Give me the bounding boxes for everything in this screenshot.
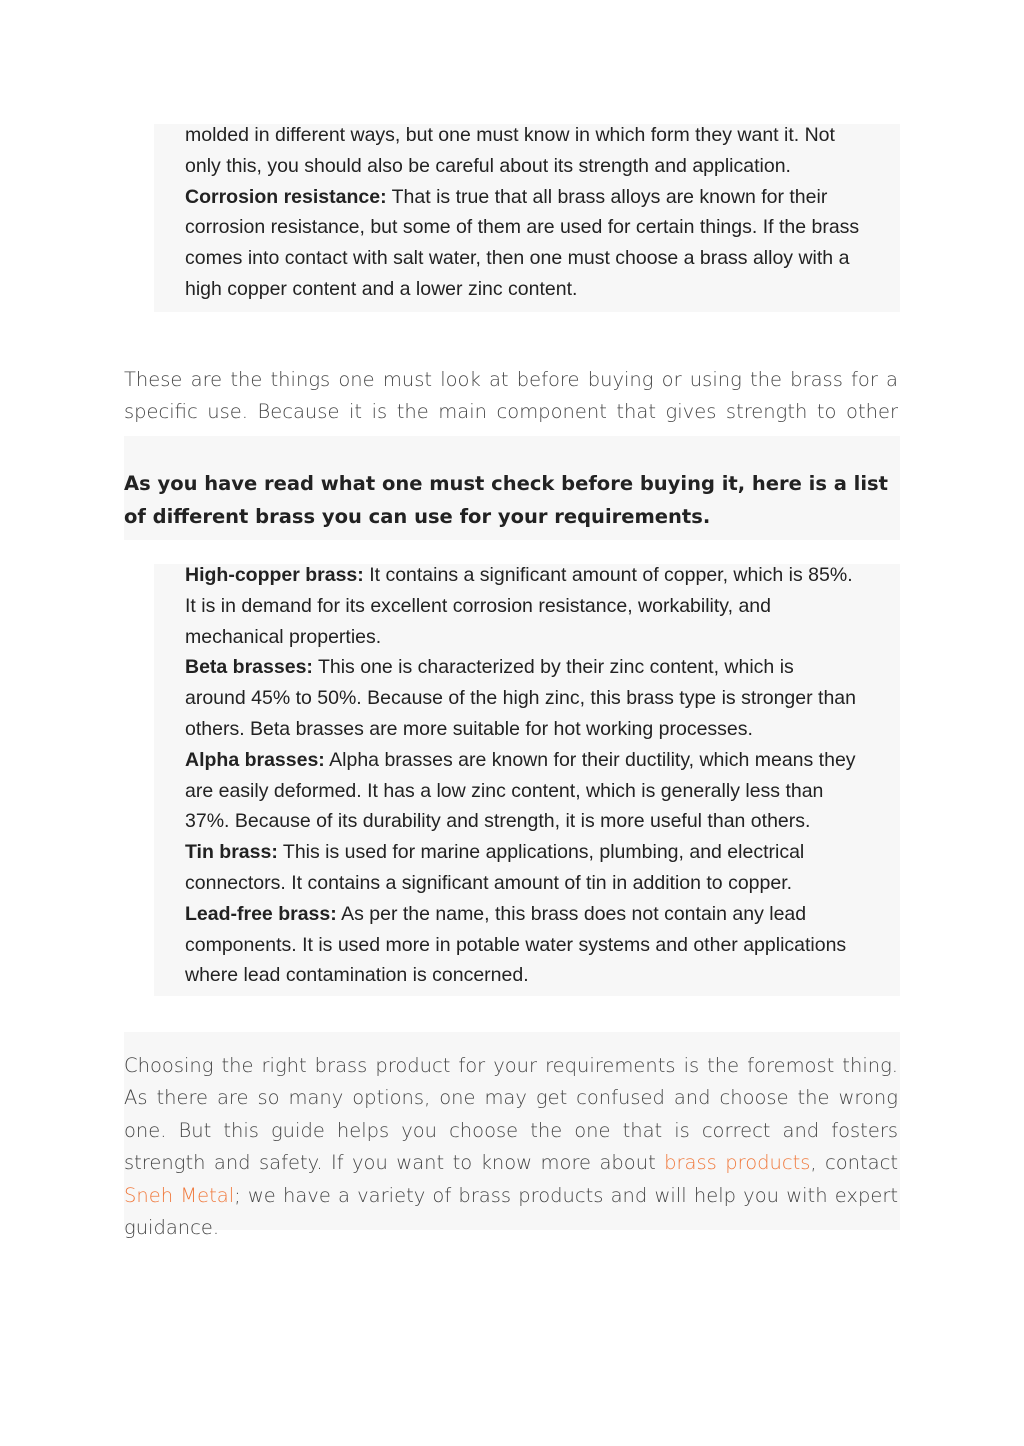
- text-line: components. It is used more in potable water systems and other applications: [185, 933, 847, 956]
- beta-label: Beta brasses:: [185, 656, 313, 679]
- sneh-metal-link[interactable]: Sneh Metal: [124, 1183, 235, 1207]
- text-line: corrosion resistance, but some of them are used for certain things. If the brass: [185, 216, 860, 239]
- text-line: comes into contact with salt water, then one must choose a brass alloy with a: [185, 247, 850, 270]
- tin-label: Tin brass:: [185, 841, 278, 864]
- text-line: are easily deformed. It has a low zinc content, which is generally less than: [185, 779, 824, 802]
- text-line: where lead contamination is concerned.: [185, 964, 529, 987]
- brass-list: [185, 560, 896, 991]
- tin-text: This is used for marine applications, plumbing, and electrical: [277, 841, 805, 864]
- lead-free-text: As per the name, this brass does not contain any lead: [336, 902, 807, 925]
- beta-text: This one is characterized by their zinc content, which is: [312, 656, 794, 679]
- text-line: mechanical properties.: [185, 625, 382, 648]
- text-line: It is in demand for its excellent corrosion resistance, workability, and: [185, 594, 771, 617]
- conclusion-text: ; we have a variety of brass products and will help you with expert guidance.: [124, 1183, 898, 1240]
- conclusion-block: [124, 1032, 900, 1240]
- text-line: molded in different ways, but one must know in which form they want it. Not: [185, 124, 835, 146]
- text-line: 37%. Because of its durability and strength, it is more useful than others.: [185, 810, 811, 833]
- alpha-label: Alpha brasses:: [185, 748, 325, 771]
- quote-block-text: [185, 120, 896, 305]
- brass-products-link[interactable]: brass products: [664, 1151, 811, 1175]
- list-item-lead-free: [185, 899, 896, 930]
- text-line: around 45% to 50%. Because of the high zinc, this brass type is stronger than: [185, 687, 856, 710]
- intro-paragraph: These are the things one must look at before buying or using the brass for a specific use. Because it is the main component that gives strength to other: [124, 367, 898, 424]
- text-line: high copper content and a lower zinc content.: [185, 277, 578, 300]
- conclusion-text: , contact: [810, 1151, 898, 1175]
- conclusion-text: Choosing the right brass product for your requirements is the foremost thing. As there are so many options, one may get confused and choose the wrong one. But this guide helps you choose the one that is correct and fosters strength and safety. If you want to know more about: [124, 1053, 898, 1175]
- section-heading: As you have read what one must check before buying it, here is a list of different brass you can use for your requirements.: [124, 472, 888, 528]
- list-item-beta: [185, 652, 896, 683]
- text-line: connectors. It contains a significant amount of tin in addition to copper.: [185, 871, 793, 894]
- corrosion-resistance-item: [185, 182, 896, 213]
- text-line: only this, you should also be careful about its strength and application.: [185, 154, 791, 177]
- list-item-alpha: [185, 745, 896, 776]
- list-item-tin: [185, 837, 896, 868]
- high-copper-label: High-copper brass:: [185, 564, 364, 586]
- conclusion-paragraph: [124, 1050, 898, 1246]
- alpha-text: Alpha brasses are known for their ductility, which means they: [324, 748, 856, 771]
- corrosion-resistance-text: That is true that all brass alloys are known for their: [386, 185, 828, 208]
- text-line: others. Beta brasses are more suitable for hot working processes.: [185, 717, 753, 740]
- heading-block: [124, 436, 900, 540]
- quote-block-brass-list: [154, 564, 900, 996]
- quote-block-properties: [154, 124, 900, 312]
- corrosion-resistance-label: Corrosion resistance:: [185, 185, 387, 208]
- list-item-high-copper: [185, 560, 896, 591]
- lead-free-label: Lead-free brass:: [185, 902, 337, 925]
- high-copper-text: It contains a significant amount of copper, which is 85%.: [363, 564, 853, 586]
